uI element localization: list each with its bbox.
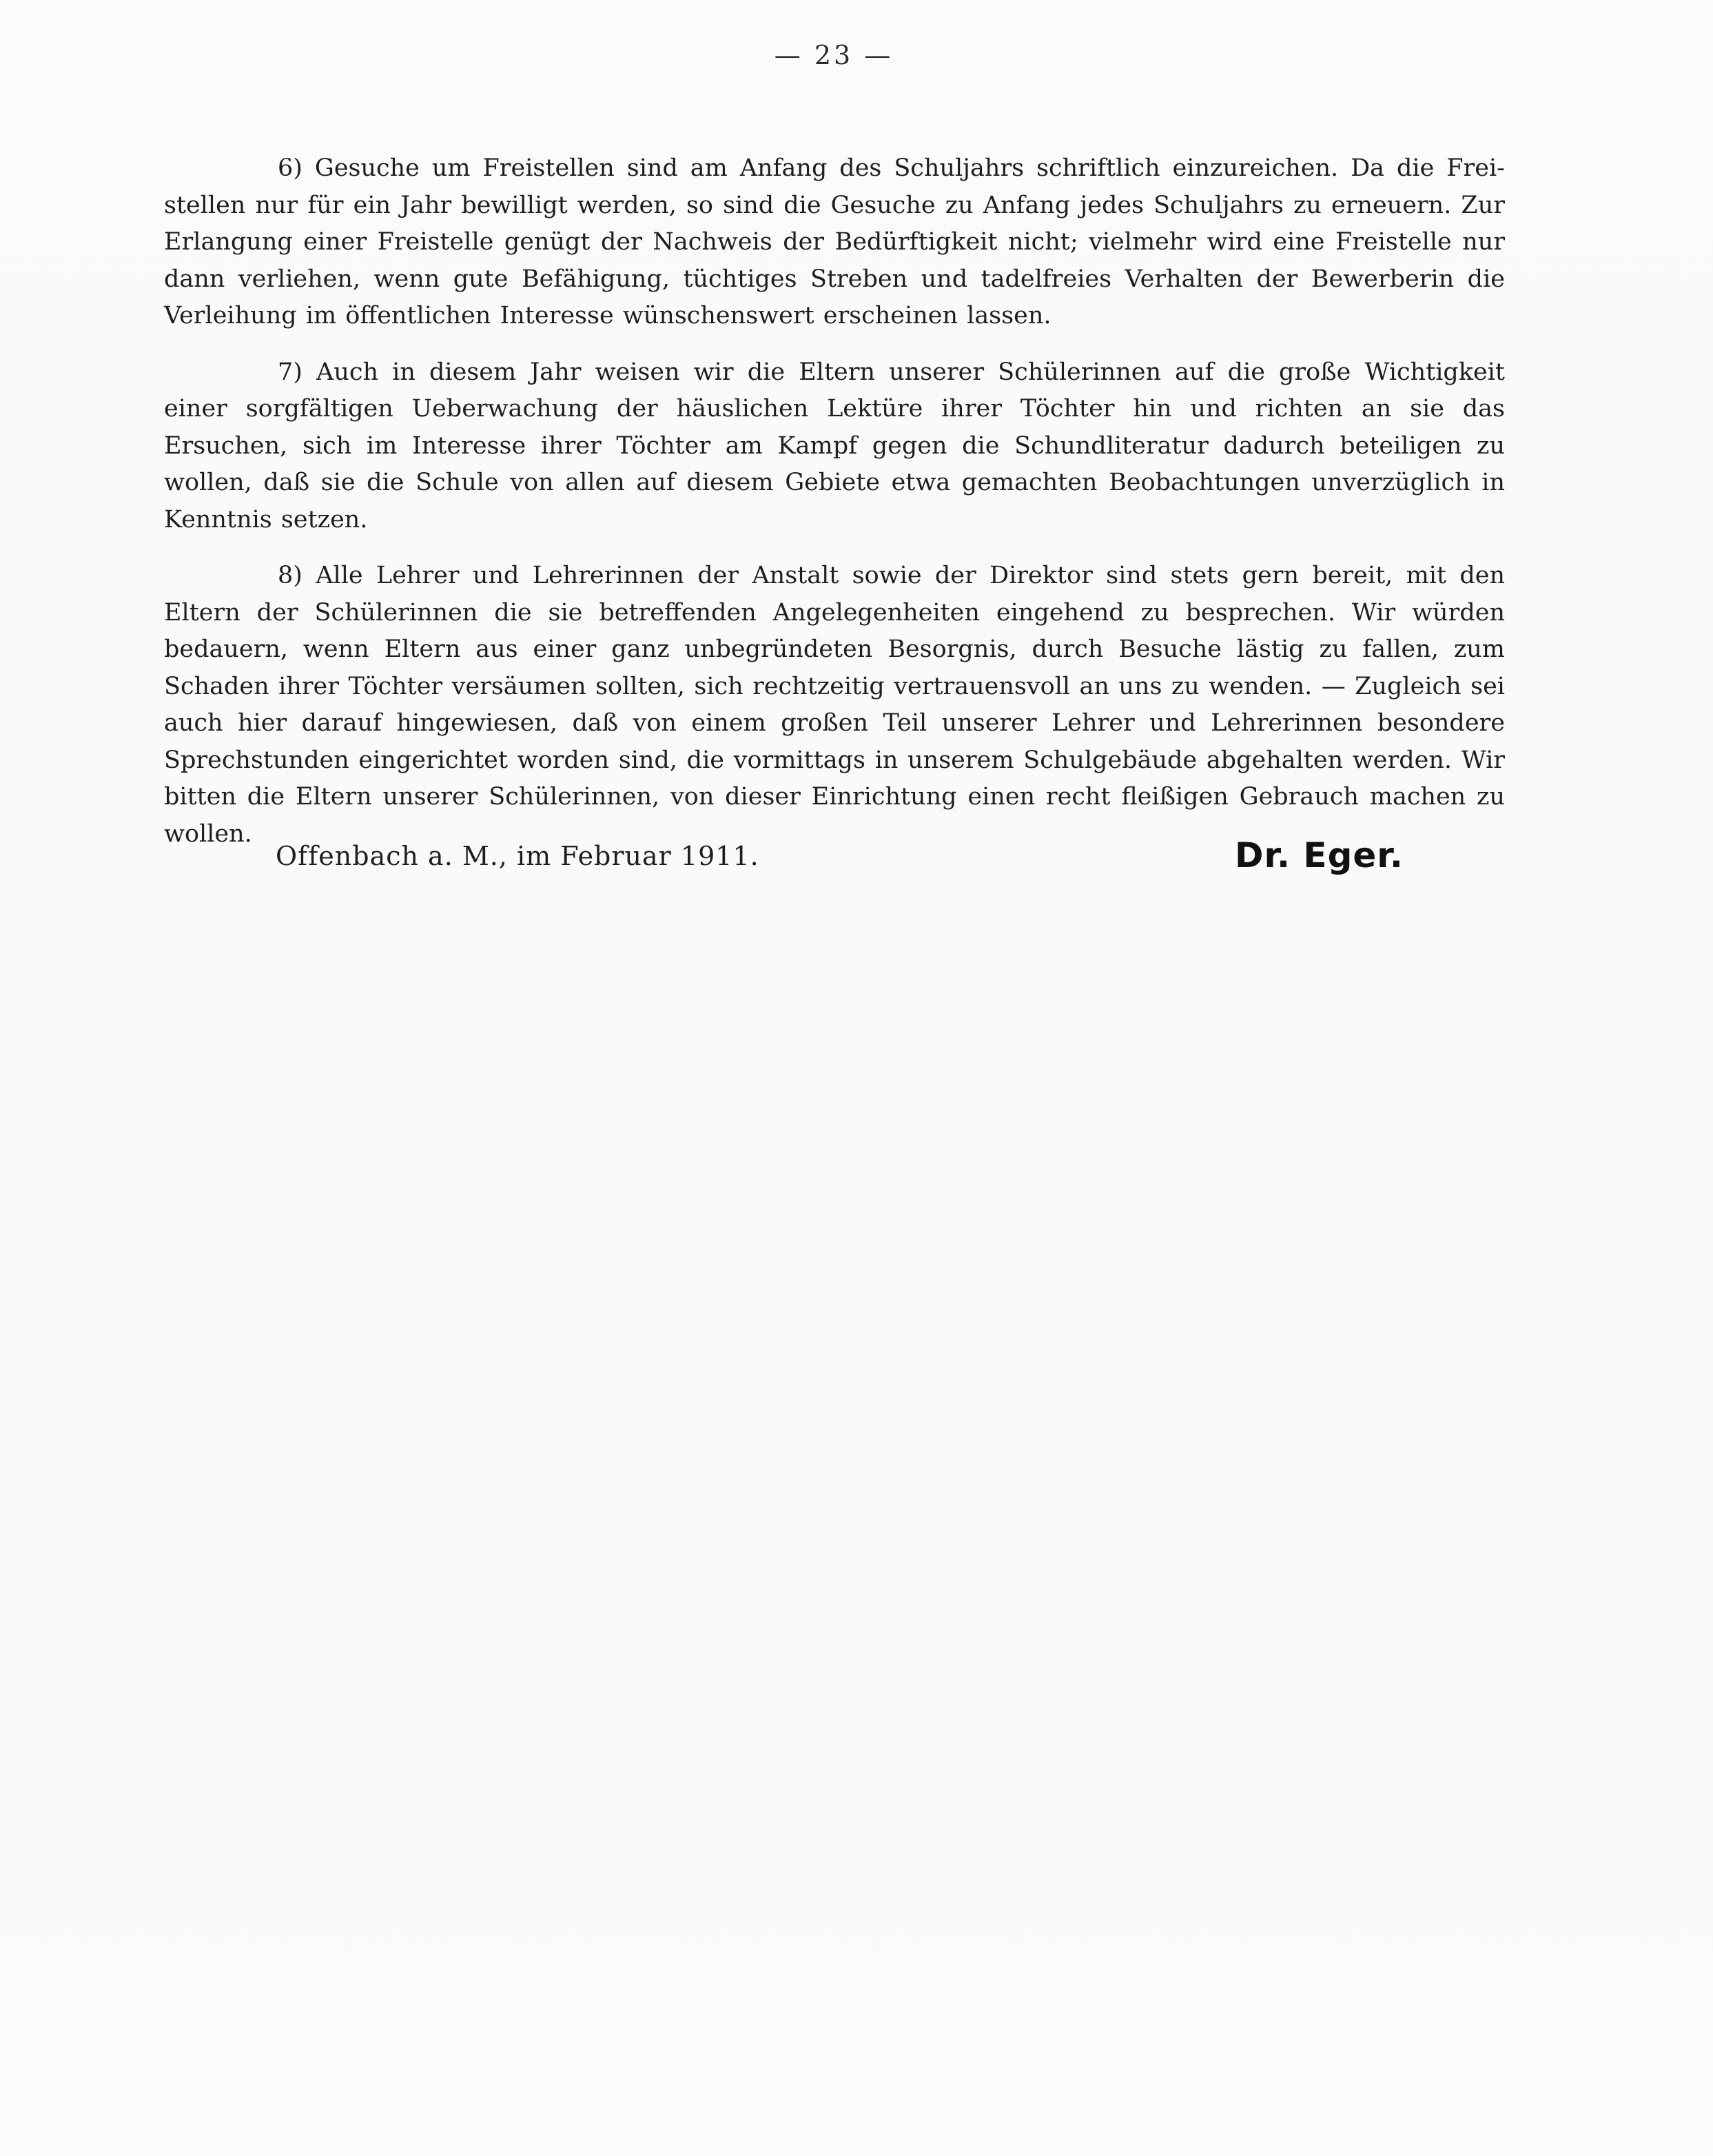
signature: Dr. Eger. [1235,835,1404,875]
place-date: Offenbach a. M., im Februar 1911. [276,841,759,871]
body-text [164,150,1505,853]
paragraph-8-sprechstunden: 8) Alle Lehrer und Lehrerinnen der Anstalt sowie der Direktor sind stets gern bereit, mit den Eltern der Schülerinnen die sie betreffenden Angelegenheiten eingehend zu besprechen. Wir würden bedauern, wenn Eltern aus einer ganz unbegründeten Besorgnis, durch Besuche lästig zu fallen, zum Schaden ihrer Töchter versäumen sollten, sich rechtzeitig vertrauensvoll an uns zu wenden. — Zugleich sei auch hier darauf hingewiesen, daß von einem großen Teil unserer Lehrer und Lehrerinnen besondere Sprechstunden eingerichtet worden sind, die vormittags in unserem Schulgebäude abgehalten werden. Wir bitten die Eltern unserer Schülerinnen, von dieser Einrichtung einen recht fleißigen Gebrauch machen zu wollen. [164,562,1505,848]
page-number: — 23 — [774,40,894,70]
paragraph-7-lektuere: 7) Auch in diesem Jahr weisen wir die Eltern unserer Schülerinnen auf die große Wichtigkeit einer sorgfältigen Ueberwachung der häuslichen Lektüre ihrer Töchter hin und richten an sie das Ersuchen, sich im Interesse ihrer Töchter am Kampf gegen die Schundliteratur dadurch beteiligen zu wollen, daß sie die Schule von allen auf diesem Gebiete etwa gemachten Beobachtungen unverzüglich in Kenntnis setzen. [164,358,1505,533]
closing-block [276,835,1406,884]
paragraph-6-freistellen: 6) Gesuche um Freistellen sind am Anfang des Schuljahrs schriftlich einzureichen. Da die Freistellen nur für ein Jahr bewilligt werden, so sind die Gesuche zu Anfang jedes Schuljahrs zu erneuern. Zur Erlangung einer Freistelle genügt der Nachweis der Bedürftigkeit nicht; vielmehr wird eine Freistelle nur dann verliehen, wenn gute Befähigung, tüchtiges Streben und tadelfreies Verhalten der Bewerberin die Verleihung im öffentlichen Interesse wünschenswert erscheinen lassen. [164,154,1505,329]
